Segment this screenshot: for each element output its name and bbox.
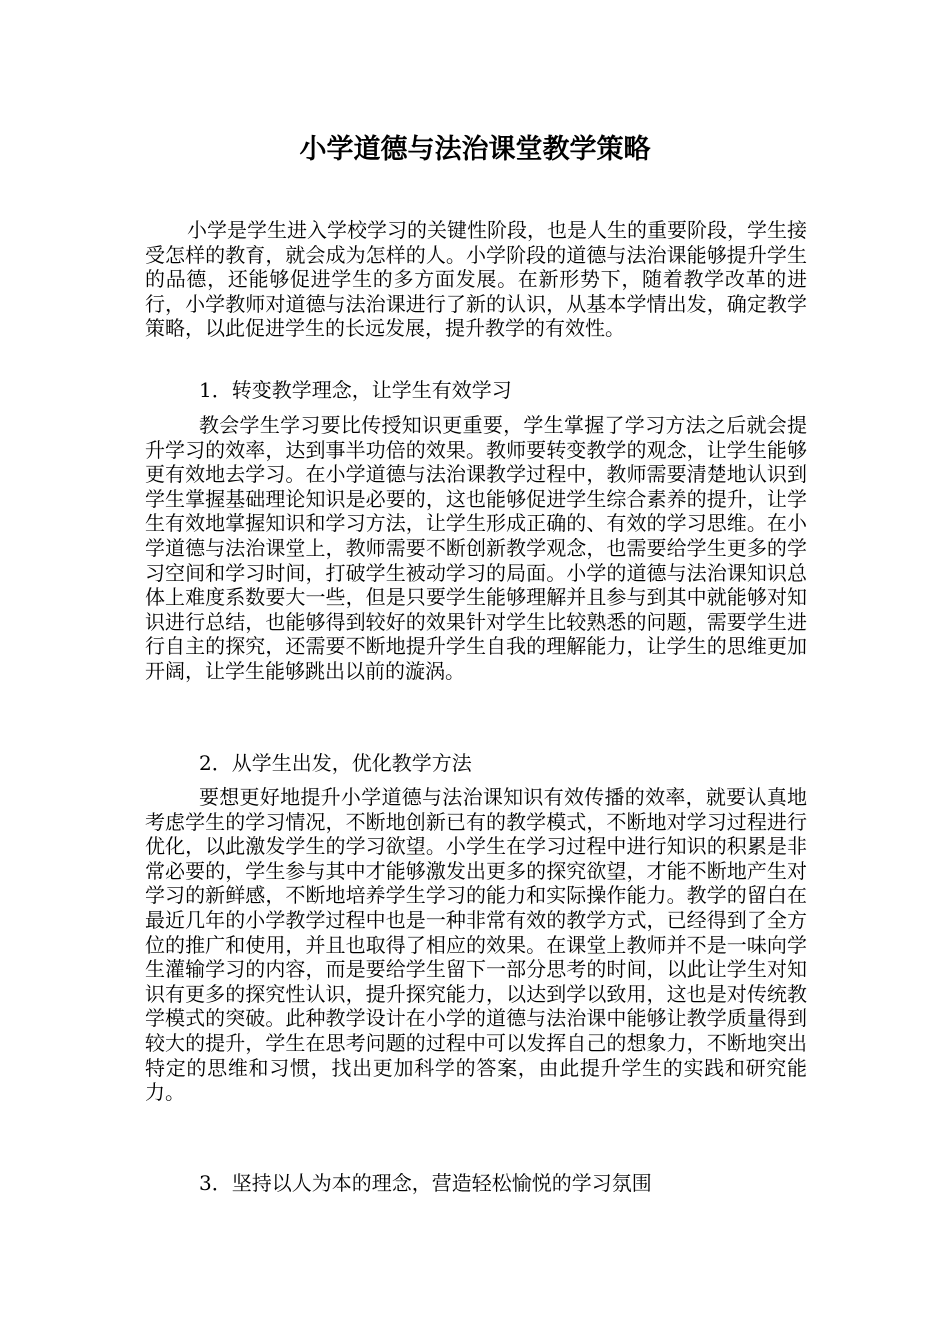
section-2-paragraph: 要想更好地提升小学道德与法治课知识有效传播的效率，就要认真地考虑学生的学习情况，不断地创新已有的教学模式，不断地对学习过程进行优化，以此激发学生的学习欲望。小学生在学习过程中进行知识的积累是非常必要的，学生参与其中才能够激发出更多的探究欲望，才能不断地产生对学习的新鲜感，不断地培养学生学习的能力和实际操作能力。教学的留白在最近几年的小学教学过程中也是一种非常有效的教学方式，已经得到了全方位的推广和使用，并且也取得了相应的效果。在课堂上教师并不是一味向学生灌输学习的内容，而是要给学生留下一部分思考的时间，以此让学生对知识有更多的探究性认识，提升探究能力，以达到学以致用，这也是对传统教学模式的突破。此种教学设计在小学的道德与法治课中能够让教学质量得到较大的提升，学生在思考问题的过程中可以发挥自己的想象力，不断地突出特定的思维和习惯，找出更加科学的答案，由此提升学生的实践和研究能力。 <box>145 785 807 1105</box>
section-1-paragraph: 教会学生学习要比传授知识更重要，学生掌握了学习方法之后就会提升学习的效率，达到事半功倍的效果。教师要转变教学的观念，让学生能够更有效地去学习。在小学道德与法治课教学过程中，教师需要清楚地认识到学生掌握基础理论知识是必要的，这也能够促进学生综合素养的提升，让学生有效地掌握知识和学习方法，让学生形成正确的、有效的学习思维。在小学道德与法治课堂上，教师需要不断创新教学观念，也需要给学生更多的学习空间和学习时间，打破学生被动学习的局面。小学的道德与法治课知识总体上难度系数要大一些，但是只要学生能够理解并且参与到其中就能够对知识进行总结，也能够得到较好的效果针对学生比较熟悉的问题，需要学生进行自主的探究，还需要不断地提升学生自我的理解能力，让学生的思维更加开阔，让学生能够跳出以前的漩涡。 <box>145 413 807 683</box>
section-1-heading: 1．转变教学理念，让学生有效学习 <box>199 378 512 402</box>
section-2-heading: 2．从学生出发，优化教学方法 <box>199 751 472 775</box>
intro-text: 小学是学生进入学校学习的关键性阶段，也是人生的重要阶段，学生接受怎样的教育，就会成为怎样的人。小学阶段的道德与法治课能够提升学生的品德，还能够促进学生的多方面发展。在新形势下，随着教学改革的进行，小学教师对道德与法治课进行了新的认识，从基本学情出发，确定教学策略，以此促进学生的长远发展，提升教学的有效性。 <box>145 218 807 341</box>
section-3-heading: 3．坚持以人为本的理念，营造轻松愉悦的学习氛围 <box>199 1171 652 1195</box>
document-title: 小学道德与法治课堂教学策略 <box>299 134 651 165</box>
intro-paragraph <box>145 218 807 341</box>
